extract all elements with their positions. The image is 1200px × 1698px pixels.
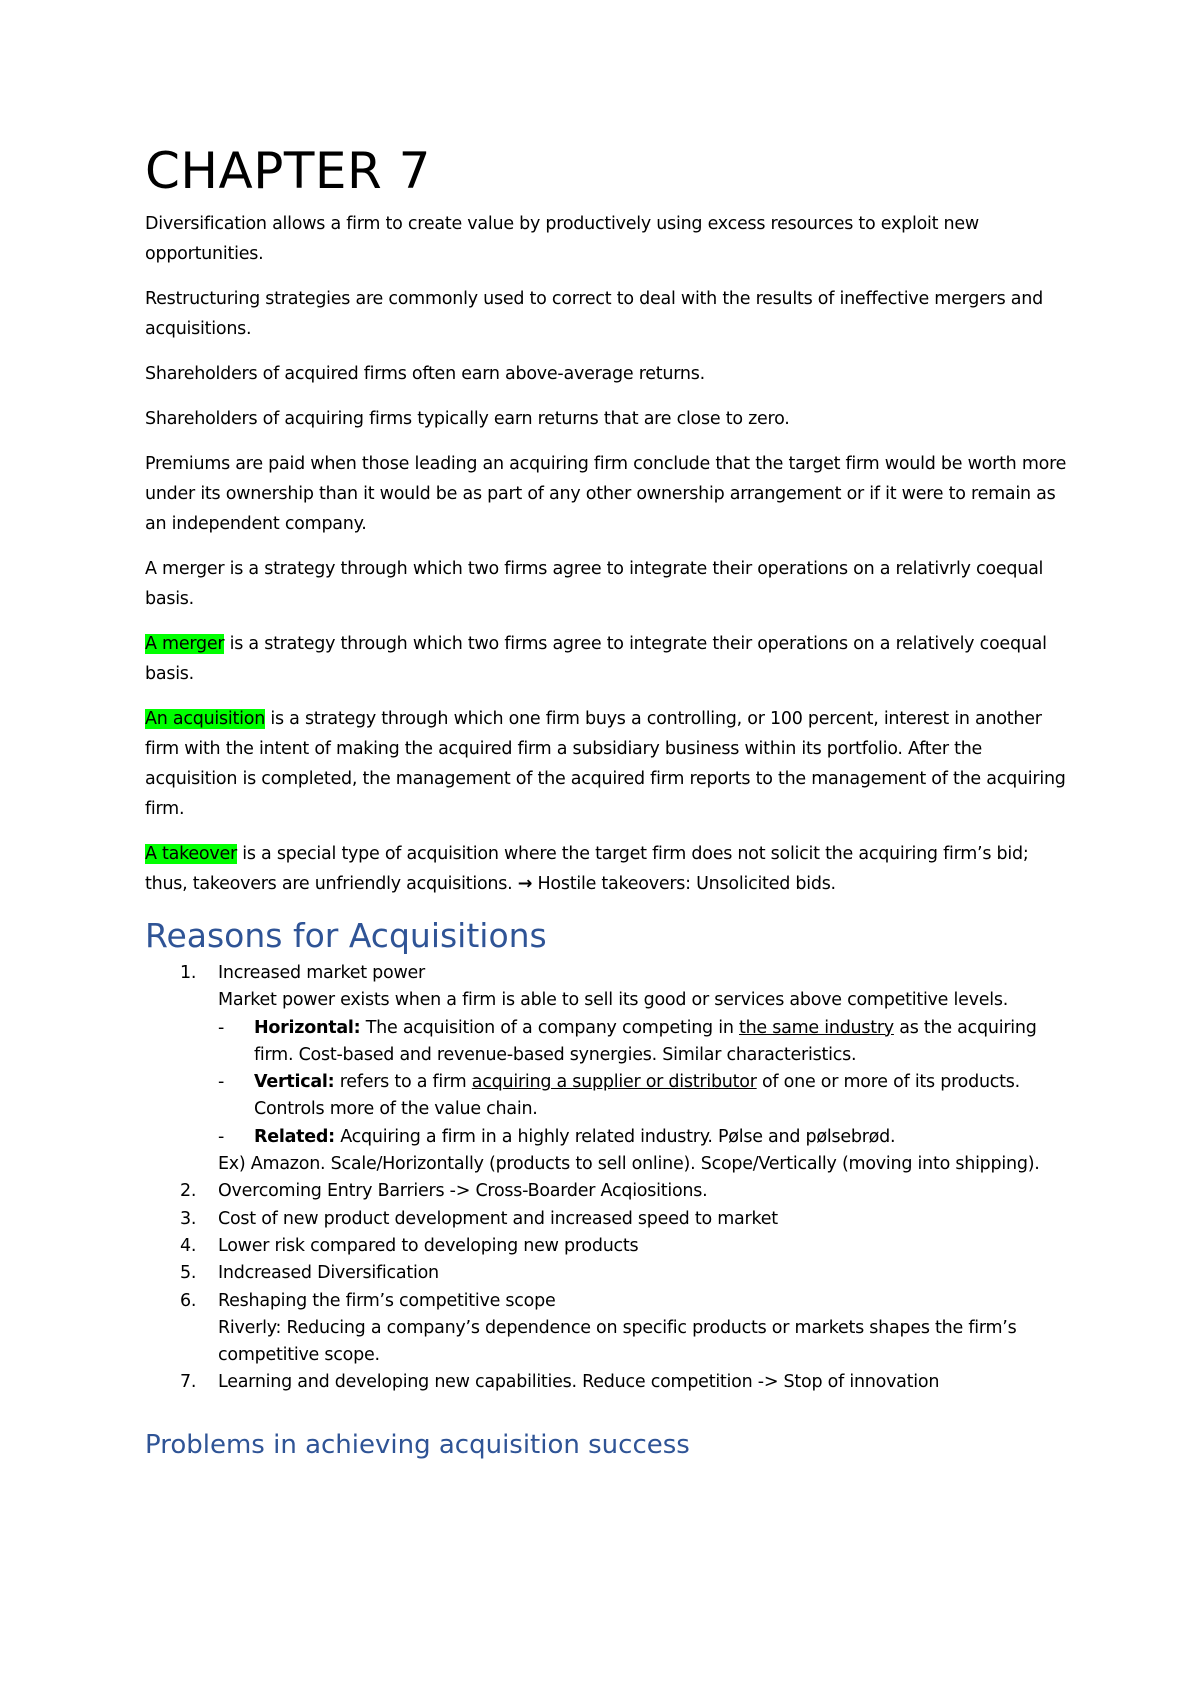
paragraph-acquired-shareholders: Shareholders of acquired firms often earn above-average returns. [145,364,705,384]
list-item [145,1369,1075,1396]
highlight-merger: A merger [145,634,225,654]
related-label: Related: [254,1126,335,1147]
list-item-text: Increased market power [218,963,425,983]
list-item-text: Cost of new product development and increased speed to market [218,1208,778,1229]
list-item-related [218,1124,1075,1151]
vertical-text-end: of one or more of its products. Controls more of the value chain. [254,1072,1020,1120]
list-item-text: Overcoming Entry Barriers -> Cross-Boarder Acqiositions. [218,1181,708,1202]
list-number: 1. [180,963,197,983]
dash-bullet: - [218,1017,225,1038]
list-item [145,960,1075,1178]
list-item-text: Indcreased Diversification [218,1263,439,1284]
vertical-label: Vertical: [254,1072,335,1093]
paragraph-diversification: Diversification allows a firm to create value by productively using excess resources to exploit new opportunities. [145,214,979,264]
document-page [145,140,1075,1463]
amazon-example: Ex) Amazon. Scale/Horizontally (products to sell online). Scope/Vertically (moving into shipping). [218,1154,1040,1175]
acquisition-definition-text: is a strategy through which one firm buys a controlling, or 100 percent, interest in another firm with the intent of making the acquired firm a subsidiary business within its portfolio. After the acquisition is completed, the management of the acquired firm reports to the management of the acquiring firm. [145,709,1066,819]
right-arrow-icon: → [517,874,533,894]
list-number: 5. [180,1263,197,1284]
paragraph-acquiring-shareholders: Shareholders of acquiring firms typically earn returns that are close to zero. [145,409,790,429]
dash-bullet: - [218,1072,225,1093]
paragraph-takeover-definition [145,839,1075,899]
heading-problems: Problems in achieving acquisition success [145,1429,690,1460]
list-number: 3. [180,1208,197,1229]
list-number: 2. [180,1181,197,1202]
related-text: Acquiring a firm in a highly related industry. Pølse and pølsebrød. [334,1126,896,1147]
merger-definition-text: is a strategy through which two firms agree to integrate their operations on a relatively coequal basis. [145,634,1047,684]
dash-bullet: - [218,1126,225,1147]
horizontal-text-end: as the acquiring firm. Cost-based and revenue-based synergies. Similar characteristics. [254,1017,1037,1065]
market-power-detail: Market power exists when a firm is able to sell its good or services above competitive levels. [218,990,1009,1011]
paragraph-restructuring: Restructuring strategies are commonly used to correct to deal with the results of ineffective mergers and acquisitions. [145,289,1043,339]
list-item [145,1260,1075,1287]
paragraph-merger-draft: A merger is a strategy through which two firms agree to integrate their operations on a relativrly coequal basis. [145,559,1044,609]
list-item-text: Lower risk compared to developing new products [218,1235,639,1256]
list-number: 7. [180,1372,197,1393]
list-item-vertical [218,1069,1075,1124]
horizontal-text: The acquisition of a company competing in [360,1017,739,1038]
list-item-horizontal [218,1015,1075,1070]
paragraph-premiums: Premiums are paid when those leading an acquiring firm conclude that the target firm would be worth more under its ownership than it would be as part of any other ownership arrangement or if it were to remain as an independent company. [145,454,1067,534]
takeover-definition-text: is a special type of acquisition where the target firm does not solicit the acquiring firm’s bid; thus, takeovers are unfriendly acquisitions. [145,844,1029,894]
competitive-scope-detail: Riverly: Reducing a company’s dependence on specific products or markets shapes the firm’s competitive scope. [218,1317,1017,1366]
market-power-types [218,1015,1075,1151]
list-item [145,1206,1075,1233]
vertical-text: refers to a firm [334,1072,472,1093]
list-item-text: Learning and developing new capabilities. Reduce competition -> Stop of innovation [218,1372,940,1393]
list-item [145,1178,1075,1205]
horizontal-label: Horizontal: [254,1017,361,1038]
heading-reasons-for-acquisitions: Reasons for Acquisitions [145,916,547,955]
highlight-acquisition: An acquisition [145,709,266,729]
reasons-list [145,960,1075,1397]
paragraph-merger-definition [145,629,1075,689]
takeover-tail-text: Hostile takeovers: Unsolicited bids. [532,874,836,894]
vertical-underline: acquiring a supplier or distributor [471,1072,757,1093]
list-number: 4. [180,1235,197,1256]
paragraph-acquisition-definition [145,704,1075,824]
chapter-title: CHAPTER 7 [145,142,431,200]
list-item [145,1288,1075,1370]
horizontal-underline: the same industry [738,1017,894,1038]
list-item [145,1233,1075,1260]
highlight-takeover: A takeover [145,844,237,864]
list-item-text: Reshaping the firm’s competitive scope [218,1290,556,1311]
list-number: 6. [180,1290,197,1311]
